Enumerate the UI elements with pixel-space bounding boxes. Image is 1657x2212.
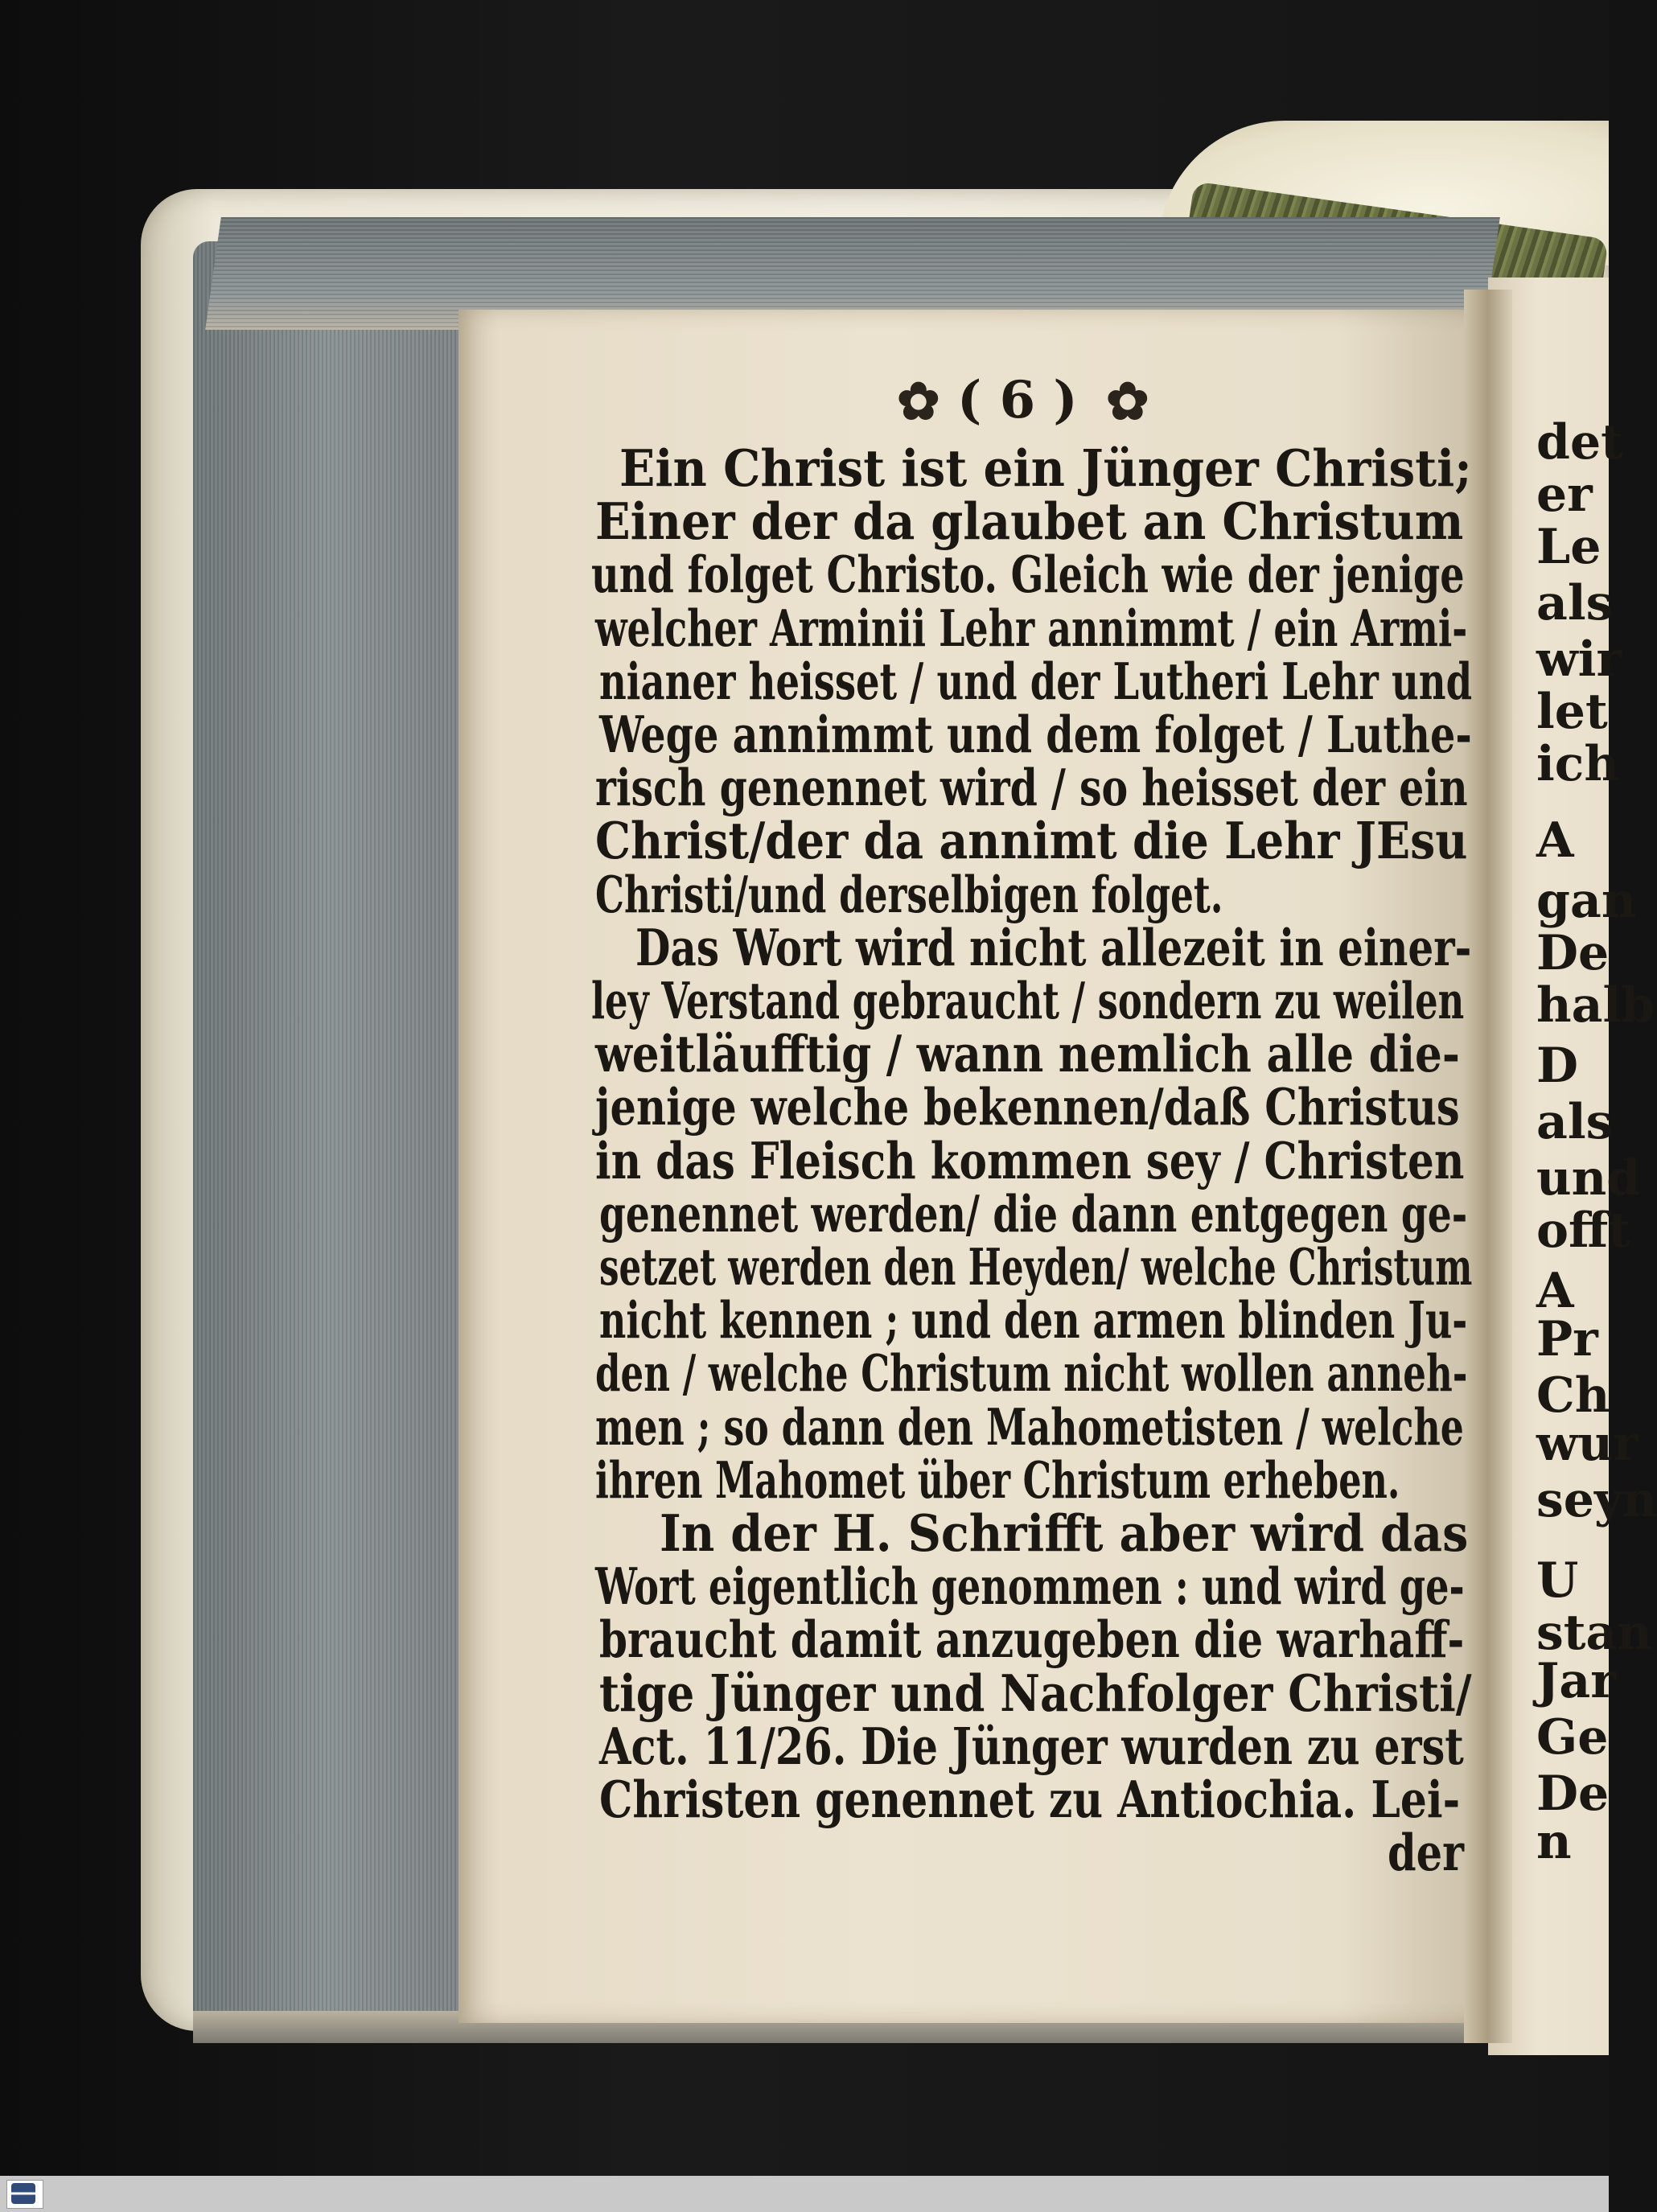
text-line: risch genennet wird / so heisset der ein xyxy=(595,758,1468,818)
right-page-fragment: A xyxy=(1536,812,1574,869)
right-page-fragment: gan xyxy=(1536,873,1637,929)
right-page-fragment: Pr xyxy=(1536,1311,1598,1367)
text-line: weitläufftig / wann nemlich alle die- xyxy=(595,1024,1460,1084)
text-line: ley Verstand gebraucht / sondern zu weilen xyxy=(591,971,1465,1030)
right-page-fragment: und xyxy=(1536,1150,1641,1207)
right-page-fragment: Ge xyxy=(1536,1709,1609,1766)
right-page-fragment: A xyxy=(1536,1263,1574,1319)
text-line: men ; so dann den Mahometisten / welche xyxy=(595,1396,1464,1457)
text-line: tige Jünger und Nachfolger Christi/ xyxy=(599,1663,1472,1723)
text-line: den / welche Christum nicht wollen anneh- xyxy=(595,1343,1468,1404)
book-gutter xyxy=(1464,290,1512,2043)
text-line: nianer heisset / und der Lutheri Lehr und xyxy=(599,651,1473,711)
right-page-fragment: let xyxy=(1536,684,1608,740)
right-page-fragment: De xyxy=(1536,1766,1610,1822)
text-line: Christen genennet zu Antiochia. Lei- xyxy=(599,1770,1461,1829)
right-page-fragment: ich xyxy=(1536,736,1619,792)
right-page-fragment: wur xyxy=(1536,1416,1638,1472)
right-page-fragment: De xyxy=(1536,925,1610,981)
text-line: genennet werden/ die dann entgegen ge- xyxy=(599,1183,1468,1244)
text-line: In der H. Schrifft aber wird das xyxy=(660,1503,1469,1563)
right-page-fragment: D xyxy=(1536,1038,1579,1094)
right-page-fragment: det xyxy=(1536,414,1623,471)
text-line: in das Fleisch kommen sey / Christen xyxy=(595,1130,1465,1190)
text-line: braucht damit anzugeben die warhaff- xyxy=(599,1610,1465,1670)
text-line: Wort eigentlich genommen : und wird ge- xyxy=(595,1556,1465,1617)
right-page-fragment: stan xyxy=(1536,1605,1652,1661)
ornament-right-icon: ✿ xyxy=(1106,372,1149,432)
right-page-fragment: als xyxy=(1536,1094,1614,1150)
text-line: Christ/der da annimt die Lehr JEsu xyxy=(595,811,1468,871)
right-page-fragment: Le xyxy=(1536,519,1601,575)
right-page-fragment: Jar xyxy=(1536,1653,1616,1709)
text-line: welcher Arminii Lehr annimmt / ein Armi- xyxy=(595,598,1468,658)
right-page-fragment: als xyxy=(1536,575,1614,631)
text-line: Christi/und derselbigen folget. xyxy=(595,864,1223,924)
right-page-fragment: seyn xyxy=(1536,1472,1657,1528)
ornament-left-icon: ✿ xyxy=(897,372,940,432)
text-line: setzet werden den Heyden/ welche Christum xyxy=(599,1237,1473,1297)
text-line: Das Wort wird nicht allezeit in einer- xyxy=(635,917,1472,977)
text-line: nicht kennen ; und den armen blinden Ju- xyxy=(599,1290,1468,1351)
right-page-fragment: Ch xyxy=(1536,1367,1610,1424)
right-page-fragment: U xyxy=(1536,1552,1579,1609)
page-number: ( 6 ) xyxy=(957,370,1078,430)
text-line: Wege annimmt und dem folget / Luthe- xyxy=(599,705,1472,764)
viewer-footer-bar xyxy=(0,2176,1609,2212)
library-logo-mark xyxy=(11,2183,35,2204)
right-page-fragment: n xyxy=(1536,1814,1572,1870)
right-page-fragment: offt xyxy=(1536,1203,1630,1259)
text-line: ihren Mahomet über Christum erheben. xyxy=(595,1449,1400,1510)
right-page-fragment: halb xyxy=(1536,977,1655,1034)
text-line: Ein Christ ist ein Jünger Christi; xyxy=(619,438,1472,498)
text-line: jenige welche bekennen/daß Christus xyxy=(595,1077,1460,1137)
text-line: Einer der da glaubet an Christum xyxy=(595,491,1464,552)
text-line: und folget Christo. Gleich wie der jenige xyxy=(591,545,1465,605)
text-line: Act. 11/26. Die Jünger wurden zu erst xyxy=(599,1716,1464,1776)
text-line: der xyxy=(1388,1823,1465,1883)
right-page-fragment: er xyxy=(1536,467,1593,523)
right-page-fragment: wir xyxy=(1536,631,1622,688)
